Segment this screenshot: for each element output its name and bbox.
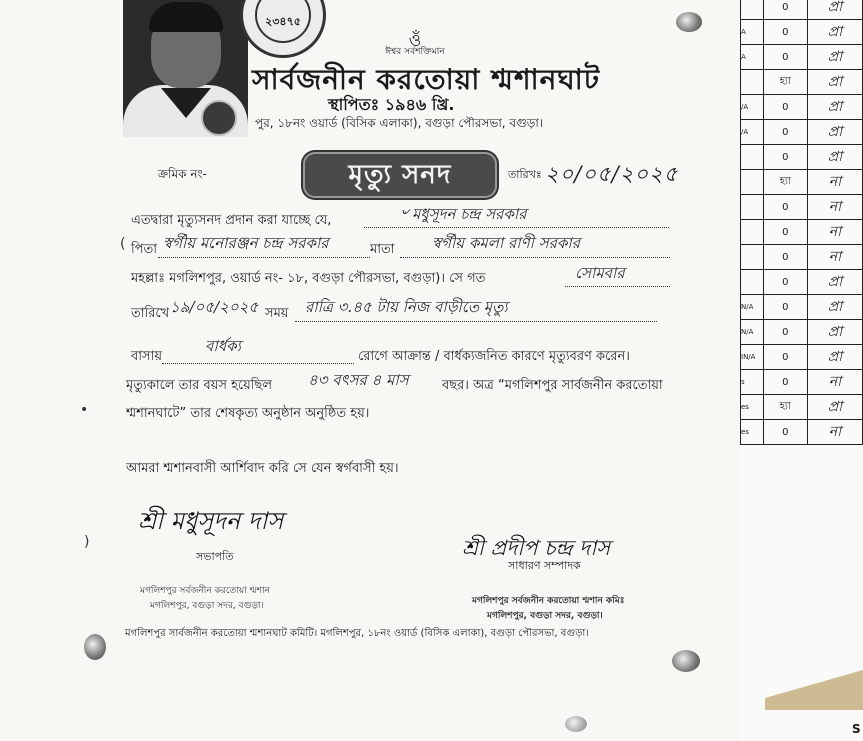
table-cell: 0: [763, 0, 807, 20]
deceased-name: ৺ মধুসূদন চন্দ্র সরকার: [398, 205, 527, 223]
table-cell: না: [807, 170, 862, 195]
table-cell: 0: [763, 295, 807, 320]
table-cell: /A: [741, 120, 764, 145]
table-cell: প্রা: [807, 270, 862, 295]
table-cell: /A: [741, 95, 764, 120]
age-value: ৪৩ বৎসর ৪ মাস: [308, 371, 409, 389]
blessing-text: আমরা শ্মশানবাসী আর্শিবাদ করি সে যেন স্বর্গবাসী হয়।: [126, 461, 399, 476]
table-cell: IN/A: [741, 345, 764, 370]
margin-mark: •: [80, 402, 89, 418]
time-label: সময়: [265, 306, 289, 321]
table-cell: প্রা: [807, 145, 862, 170]
day-name: সোমবার: [575, 264, 625, 282]
residence-label: বাসায়: [131, 349, 163, 364]
line3-text: মহল্লাঃ মগলিশপুর, ওয়ার্ড নং- ১৮, বগুড়া পৌরসভা, বগুড়া)। সে গত: [131, 271, 486, 286]
table-cell: হ্যা: [763, 70, 807, 95]
table-cell: [741, 270, 764, 295]
table-cell: 0: [763, 270, 807, 295]
table-cell: 0: [763, 120, 807, 145]
table-cell: s: [741, 370, 764, 395]
pre-title: ঈশ্বর সর্বশক্তিমান: [385, 47, 445, 57]
time-of-death: রাত্রি ৩.৪৫ টায় নিজ বাড়ীতে মৃত্যু: [305, 298, 508, 316]
table-cell: প্রা: [807, 45, 862, 70]
table-cell: প্রা: [807, 20, 862, 45]
table-row: [741, 295, 863, 320]
table-cell: প্রা: [807, 120, 862, 145]
pin-bottom: [565, 716, 587, 732]
table-cell: N/A: [741, 295, 764, 320]
pin-top-right: [676, 12, 702, 32]
table-cell: A: [741, 45, 764, 70]
seal-number: ২৩৪৭৫: [265, 15, 301, 28]
president-signature: শ্রী মধুসূদন দাস: [138, 507, 284, 535]
table-cell: 0: [763, 220, 807, 245]
table-row: [741, 0, 863, 20]
footer-text: মগলিশপুর সার্বজনীন করতোয়া শ্মশানঘাট কমিটি। মগলিশপুর, ১৮নং ওয়ার্ড (বিসিক এলাকা), বগুড়া পৌরসভা, বগুড়া।: [125, 628, 589, 639]
table-cell: [741, 195, 764, 220]
president-title: সভাপতি: [196, 550, 234, 563]
table-cell: প্রা: [807, 320, 862, 345]
table-row: [741, 120, 863, 145]
pin-bottom-left: [84, 634, 106, 660]
table-cell: প্রা: [807, 95, 862, 120]
secretary-title: সাধারণ সম্পাদক: [508, 559, 581, 572]
father-name: স্বর্গীয় মনোরঞ্জন চন্দ্র সরকার: [163, 234, 329, 252]
table-cell: না: [807, 195, 862, 220]
table-row: [741, 45, 863, 70]
table-cell: হ্যা: [763, 170, 807, 195]
table-cell: [741, 145, 764, 170]
table-row: [741, 270, 863, 295]
deceased-photo: [123, 0, 248, 137]
table-row: [741, 20, 863, 45]
line1-text: এতদ্বারা মৃত্যুসনদ প্রদান করা যাচ্ছে যে,: [131, 213, 332, 228]
cremation-text: শ্মশানঘাটে” তার শেষকৃত্য অনুষ্ঠান অনুষ্ঠিত হয়।: [126, 406, 370, 421]
secretary-signature: শ্রী প্রদীপ চন্দ্র দাস: [462, 536, 611, 560]
pin-bottom-right: [672, 650, 700, 672]
president-address: মগলিশপুর, বগুড়া সদর, বগুড়া।: [150, 601, 264, 611]
date-of-death: ১৯/০৫/২০২৫: [170, 298, 259, 316]
margin-mark: ): [84, 534, 90, 550]
father-label: পিতা: [131, 242, 158, 257]
age-text-a: মৃত্যুকালে তার বয়স হয়েছিল: [126, 378, 273, 393]
secretary-address: মগলিশপুর, বগুড়া সদর, বগুড়া।: [487, 611, 603, 621]
table-row: [741, 220, 863, 245]
table-cell: প্রা: [807, 0, 862, 20]
table-cell: [741, 245, 764, 270]
organization-address: পুর, ১৮নং ওয়ার্ড (বিসিক এলাকা), বগুড়া পৌরসভা, বগুড়া।: [255, 116, 544, 130]
adjacent-sheet: [740, 0, 863, 741]
table-cell: 0: [763, 95, 807, 120]
corner-letter: S: [852, 722, 861, 736]
table-cell: না: [807, 245, 862, 270]
table-cell: 0: [763, 145, 807, 170]
certificate-banner: মৃত্যু সনদ: [303, 152, 497, 198]
table-cell: es: [741, 395, 764, 420]
table-cell: প্রা: [807, 70, 862, 95]
table-row: [741, 370, 863, 395]
table-row: [741, 195, 863, 220]
table-cell: 0: [763, 195, 807, 220]
organization-title: সার্বজনীন করতোয়া শ্মশানঘাট: [252, 63, 601, 96]
margin-mark: (: [120, 236, 126, 252]
table-cell: [741, 220, 764, 245]
side-table: [740, 0, 863, 445]
table-cell: 0: [763, 345, 807, 370]
date-label: তারিখঃ: [508, 168, 542, 181]
date-of-death-label: তারিখে: [131, 306, 170, 321]
established-line: স্থাপিতঃ ১৯৪৬ খ্রি.: [328, 95, 455, 114]
table-cell: 0: [763, 370, 807, 395]
om-symbol: ওঁ: [408, 31, 422, 51]
table-row: [741, 95, 863, 120]
table-cell: 0: [763, 320, 807, 345]
age-text-b: বছর। অত্র “মগলিশপুর সার্বজনীন করতোয়া: [442, 378, 663, 393]
table-cell: N/A: [741, 320, 764, 345]
table-row: [741, 145, 863, 170]
table-cell: [741, 170, 764, 195]
table-cell: না: [807, 370, 862, 395]
date-value: ২০/০৫/২০২৫: [545, 162, 679, 186]
table-row: [741, 395, 863, 420]
table-row: [741, 70, 863, 95]
table-cell: হ্যা: [763, 395, 807, 420]
table-cell: 0: [763, 245, 807, 270]
mother-name: স্বর্গীয় কমলা রাণী সরকার: [432, 234, 580, 252]
table-cell: es: [741, 420, 764, 445]
mother-label: মাতা: [370, 242, 395, 257]
table-cell: প্রা: [807, 395, 862, 420]
table-row: [741, 320, 863, 345]
table-cell: প্রা: [807, 345, 862, 370]
table-row: [741, 170, 863, 195]
table-row: [741, 420, 863, 445]
table-cell: 0: [763, 20, 807, 45]
table-row: [741, 245, 863, 270]
secretary-org: মগলিশপুর সর্বজনীন করতোয়া শ্মশান কমিঃ: [472, 596, 625, 606]
table-cell: না: [807, 420, 862, 445]
table-cell: [741, 70, 764, 95]
table-cell: প্রা: [807, 295, 862, 320]
table-cell: [741, 0, 764, 20]
serial-label: ক্রমিক নং-: [158, 167, 207, 181]
cause-of-death: বার্ধক্য: [205, 337, 241, 355]
line5-text: রোগে আক্রান্ত / বার্ধক্যজনিত কারণে মৃত্যুবরণ করেন।: [358, 349, 630, 364]
president-org: মগলিশপুর সর্বজনীন করতোয়া শ্মশান: [140, 586, 270, 596]
table-cell: না: [807, 220, 862, 245]
table-cell: A: [741, 20, 764, 45]
table-cell: 0: [763, 45, 807, 70]
table-cell: 0: [763, 420, 807, 445]
table-row: [741, 345, 863, 370]
